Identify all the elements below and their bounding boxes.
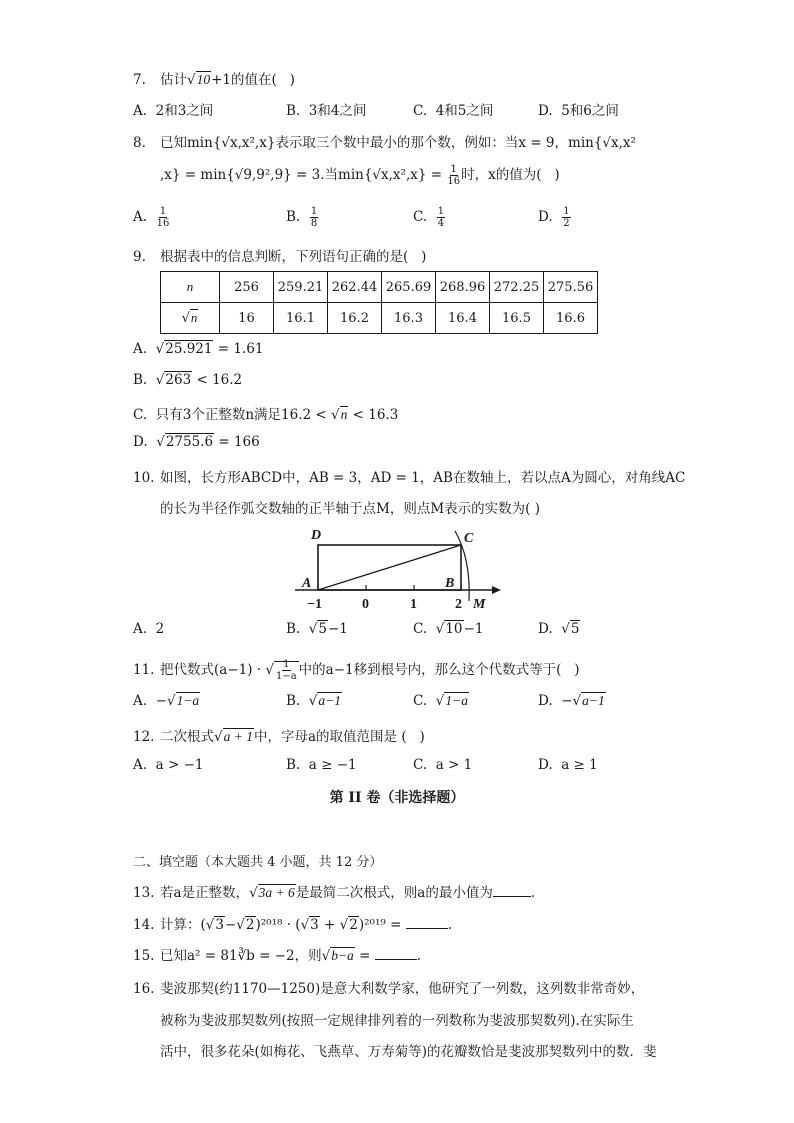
table-cell: 16.6 [544,303,598,334]
tick-label: 0 [362,597,369,612]
tick-label: 1 [410,597,417,612]
table-cell: 256 [220,272,274,303]
table-cell: 268.96 [436,272,490,303]
table-row [161,272,598,303]
q12-option-d: D. a ≥ 1 [538,757,598,773]
q12-option-b: B. a ≥ −1 [286,757,357,773]
question-14: 14. 计算：(√3−√2)²⁰¹⁸ · (√3 + √2)²⁰¹⁹ = . [133,917,452,933]
number-line-arrow [492,586,501,594]
q7-option-a: A. 2和3之间 [133,103,214,119]
question-number: 10. [133,470,155,486]
rectangle-number-line-figure [283,521,509,613]
label-m: M [473,597,486,612]
table-cell: 16.4 [436,303,490,334]
q7-option-d: D. 5和6之间 [538,103,619,119]
table-cell: 275.56 [544,272,598,303]
question-10: 10. 如图，长方形ABCD中，AB = 3，AD = 1，AB在数轴上，若以点A为圆心，对角线AC [133,470,686,486]
answer-blank[interactable] [406,917,448,929]
question-12: 12. 二次根式√a + 1中，字母a的取值范围是 ( ) [133,729,425,745]
question-7: 7. 估计√10+1的值在( ) [133,72,295,88]
label-c: C [464,531,474,546]
question-number: 16. [133,981,155,997]
label-b: B [445,576,455,591]
table-cell: 272.25 [490,272,544,303]
q8-option-b: B. $\frac{1}{8}$ [286,206,318,229]
q9-option-d: D. √2755.6 = 166 [133,434,260,450]
q11-option-a: A. −√1−a [133,693,200,709]
question-16-line-3: 活中，很多花朵(如梅花、飞燕草、万寿菊等)的花瓣数恰是斐波那契数列中的数．斐 [160,1044,657,1060]
question-number: 15. [133,948,155,964]
question-number: 14. [133,917,155,933]
q8-option-c: C. $\frac{1}{4}$ [413,206,445,229]
tick-label: −1 [307,597,322,612]
question-number: 9. [133,249,146,265]
question-10-line-2: 的长为半径作弧交数轴的正半轴于点M，则点M表示的实数为( ) [160,501,540,517]
question-15: 15. 已知a² = 81∛b = −2，则√b−a = . [133,948,422,964]
diagonal-ac [318,545,461,590]
table-head-sqrt-n: √n [161,303,220,334]
question-9: 9. 根据表中的信息判断，下列语句正确的是( ) [133,249,427,265]
q11-option-d: D. −√a−1 [538,693,605,709]
q12-option-a: A. a > −1 [133,757,204,773]
question-16: 16. 斐波那契(约1170—1250)是意大利数学家，他研究了一列数，这列数非常奇妙， [133,981,645,997]
table-cell: 262.44 [328,272,382,303]
question-number: 7. [133,72,146,88]
q10-option-c: C. √10−1 [413,621,484,637]
question-number: 13. [133,885,155,901]
question-8-line-2: ,x} = min{√9,9²,9} = 3.当min{√x,x²,x} = $\frac{1}{16}$ 时，x的值为( ) [160,164,560,187]
label-d: D [311,528,322,543]
section-2-header: 二、填空题（本大题共 4 小题，共 12 分） [133,855,383,870]
table-cell: 265.69 [382,272,436,303]
q7-option-c: C. 4和5之间 [413,103,494,119]
question-8: 8. 已知min{√x,x²,x}表示取三个数中最小的那个数，例如：当x = 9，min{√x,x² [133,135,636,151]
q7-option-b: B. 3和4之间 [286,103,367,119]
q11-option-b: B. √a−1 [286,693,342,709]
table-cell: 16.2 [328,303,382,334]
table-head-n: n [161,272,220,303]
question-number: 8. [133,135,146,151]
data-table [160,271,598,334]
table-cell: 16.5 [490,303,544,334]
q9-option-b: B. √263 < 16.2 [133,372,243,388]
answer-blank[interactable] [493,885,531,897]
question-number: 12. [133,729,155,745]
q10-option-b: B. √5−1 [286,621,348,637]
table-cell: 16.1 [274,303,328,334]
q12-option-c: C. a > 1 [413,757,473,773]
fraction: $\frac{1}{16}$ [447,164,461,187]
table-cell: 16 [220,303,274,334]
q10-option-d: D. √5 [538,621,580,637]
q8-option-d: D. $\frac{1}{2}$ [538,206,570,229]
q11-option-c: C. √1−a [413,693,468,709]
table-cell: 16.3 [382,303,436,334]
tick-label: 2 [455,597,462,612]
question-16-line-2: 被称为斐波那契数列(按照一定规律排列着的一列数称为斐波那契数列).在实际生 [160,1013,634,1029]
question-13: 13. 若a是正整数，√3a + 6是最简二次根式，则a的最小值为 . [133,885,536,901]
table-row [161,303,598,334]
part-2-title: 第 II 卷（非选择题） [329,790,465,806]
answer-blank[interactable] [375,948,417,960]
q10-option-a: A. 2 [133,621,165,637]
question-number: 11. [133,662,155,678]
q9-option-c: C. 只有3个正整数n满足16.2 < √n < 16.3 [133,407,399,423]
question-11: 11. 把代数式(a−1) · √ $\frac{1}{1-a}$ 中的a−1移到根号内，那么这个代数式等于( ) [133,659,580,682]
table-cell: 259.21 [274,272,328,303]
q9-option-a: A. √25.921 = 1.61 [133,341,264,357]
q8-option-a: A. $\frac{1}{16}$ [133,206,170,229]
label-a: A [302,576,312,591]
